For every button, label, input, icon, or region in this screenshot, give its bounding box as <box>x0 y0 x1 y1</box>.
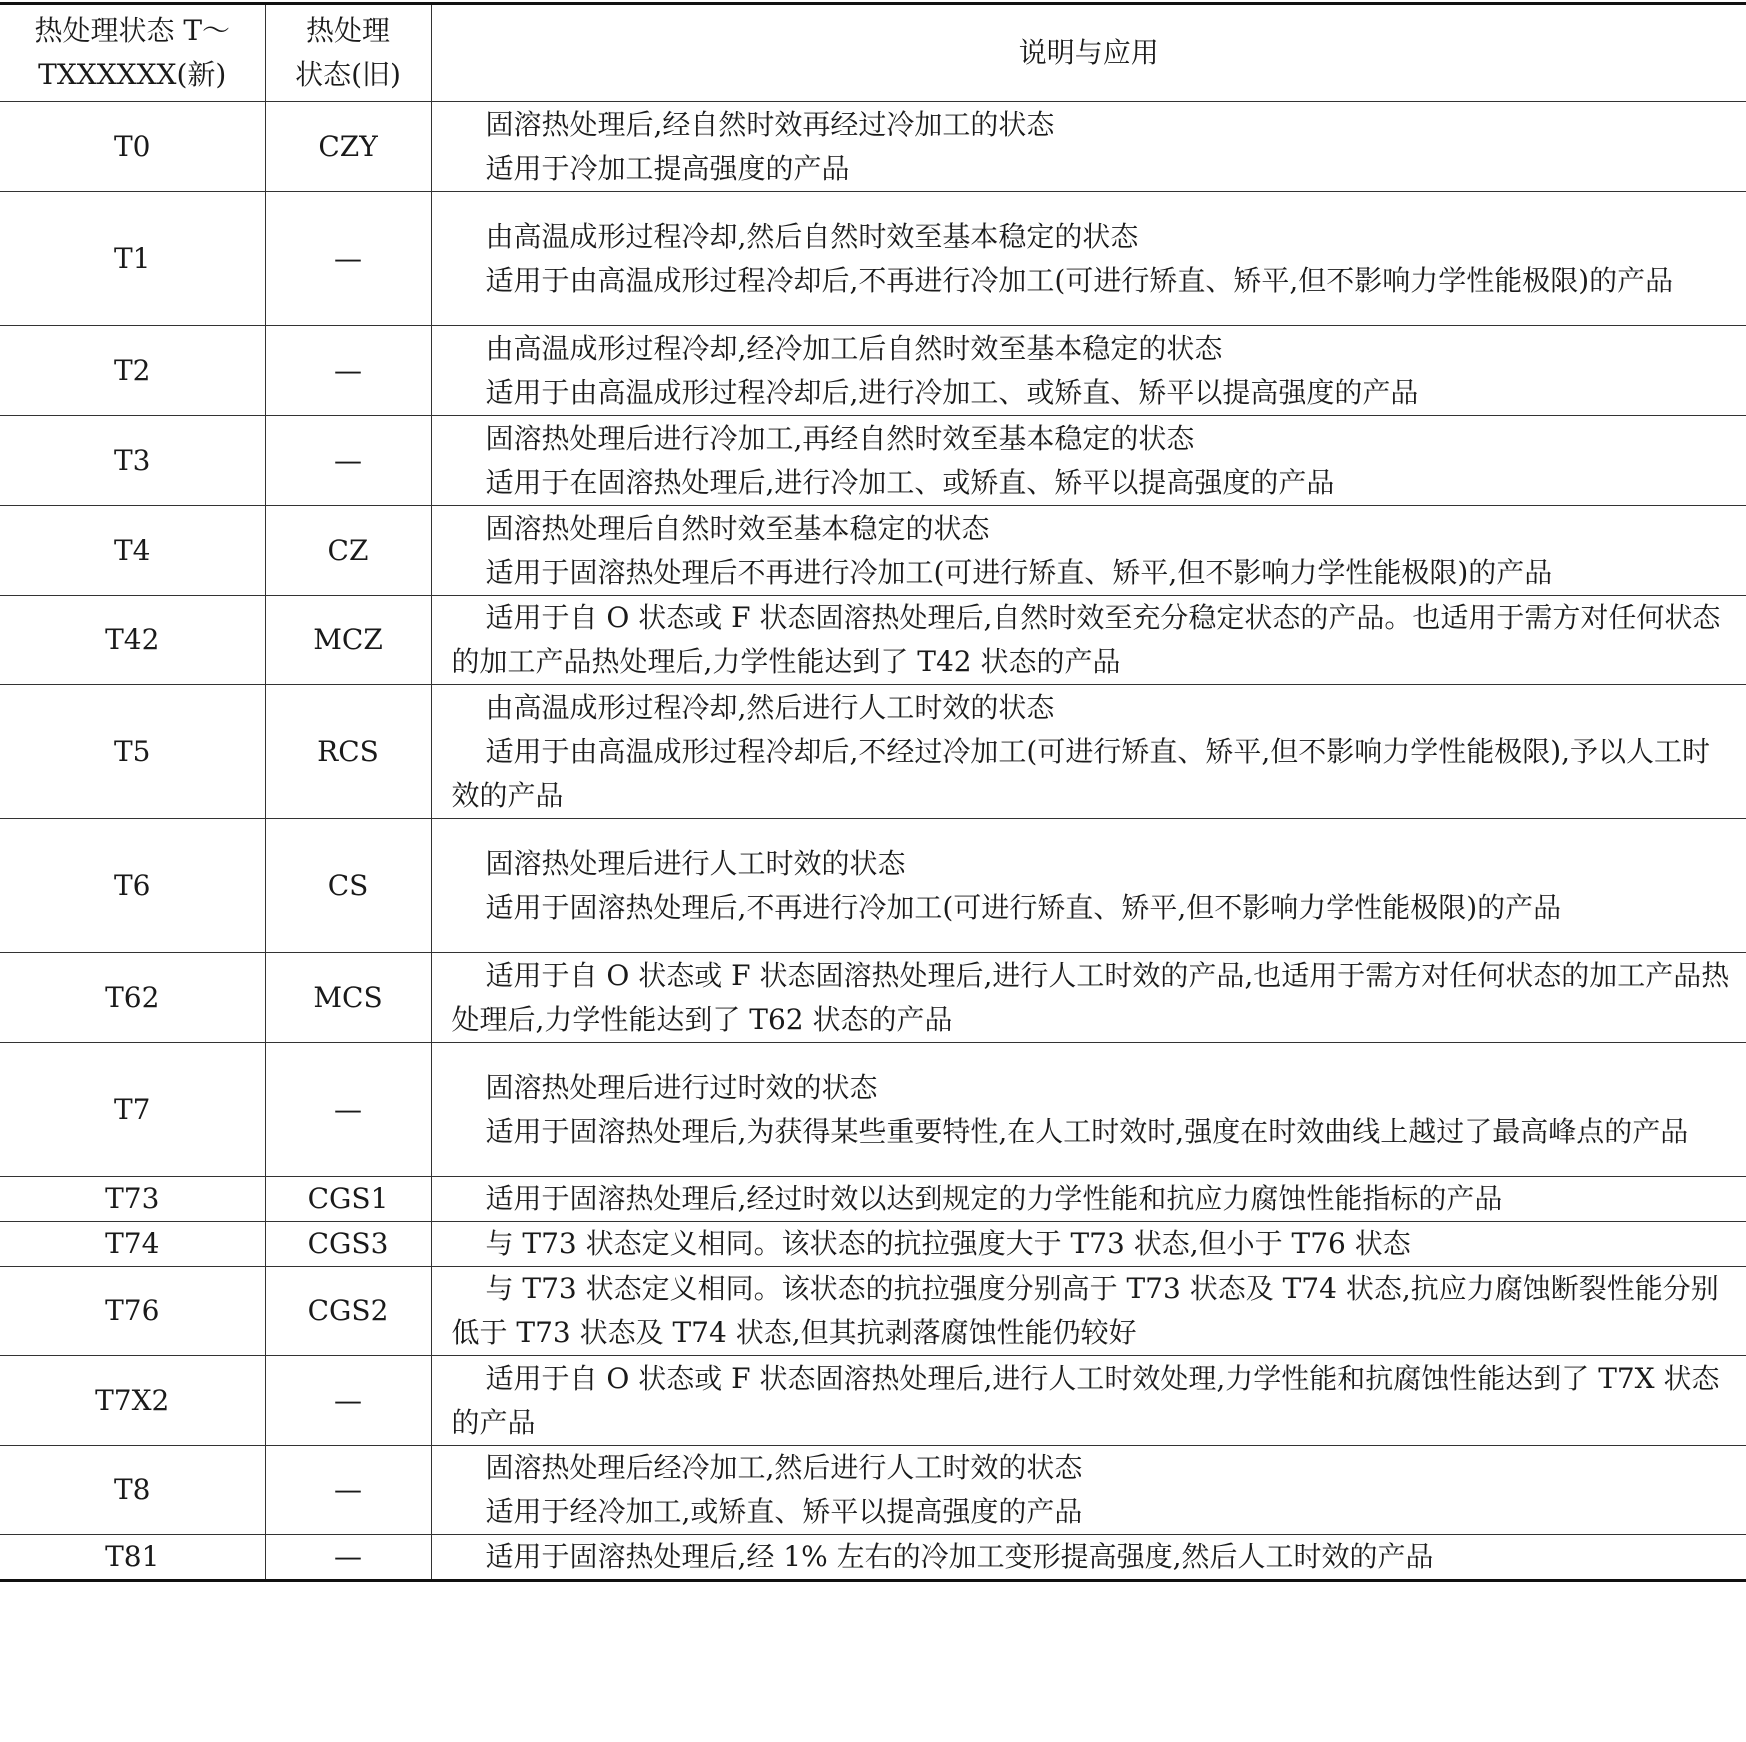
table-row <box>0 1356 1746 1446</box>
heat-treatment-table <box>0 2 1746 1582</box>
cell-new-state: T4 <box>0 506 265 596</box>
description-line: 适用于由高温成形过程冷却后,不经过冷加工(可进行矫直、矫平,但不影响力学性能极限),予以人工时效的产品 <box>451 734 1711 812</box>
cell-description <box>431 819 1746 953</box>
cell-old-state: RCS <box>265 685 431 819</box>
description-line: 由高温成形过程冷却,然后自然时效至基本稳定的状态 <box>485 219 1139 253</box>
table-body <box>0 102 1746 1581</box>
description-line: 固溶热处理后自然时效至基本稳定的状态 <box>485 511 990 545</box>
description-line: 固溶热处理后进行过时效的状态 <box>485 1070 878 1104</box>
cell-new-state: T7 <box>0 1043 265 1177</box>
description-line: 与 T73 状态定义相同。该状态的抗拉强度大于 T73 状态,但小于 T76 状态 <box>485 1227 1411 1260</box>
table-row <box>0 953 1746 1043</box>
cell-old-state: — <box>265 416 431 506</box>
cell-new-state: T42 <box>0 596 265 685</box>
cell-description <box>431 1535 1746 1581</box>
cell-new-state: T5 <box>0 685 265 819</box>
cell-description <box>431 506 1746 596</box>
description-line: 适用于在固溶热处理后,进行冷加工、或矫直、矫平以提高强度的产品 <box>485 465 1335 499</box>
cell-new-state: T1 <box>0 192 265 326</box>
description-line: 适用于固溶热处理后,不再进行冷加工(可进行矫直、矫平,但不影响力学性能极限)的产品 <box>485 890 1562 924</box>
cell-description <box>431 1267 1746 1356</box>
cell-description <box>431 326 1746 416</box>
cell-old-state: — <box>265 1446 431 1535</box>
table-row <box>0 685 1746 819</box>
description-line: 适用于由高温成形过程冷却后,不再进行冷加工(可进行矫直、矫平,但不影响力学性能极限)的产品 <box>485 263 1674 297</box>
cell-old-state: — <box>265 326 431 416</box>
cell-old-state: MCZ <box>265 596 431 685</box>
cell-description <box>431 1356 1746 1446</box>
cell-old-state: — <box>265 1535 431 1581</box>
table-row <box>0 506 1746 596</box>
cell-new-state: T74 <box>0 1222 265 1267</box>
cell-new-state: T2 <box>0 326 265 416</box>
description-line: 固溶热处理后经冷加工,然后进行人工时效的状态 <box>485 1451 1083 1484</box>
header-new-state-line2: TXXXXXX(新) <box>38 58 227 91</box>
cell-old-state: CGS2 <box>265 1267 431 1356</box>
description-line: 固溶热处理后进行人工时效的状态 <box>485 846 906 880</box>
cell-new-state: T73 <box>0 1177 265 1222</box>
cell-old-state: — <box>265 1356 431 1446</box>
cell-new-state: T7X2 <box>0 1356 265 1446</box>
header-old-state <box>265 4 431 102</box>
table-row <box>0 1177 1746 1222</box>
cell-old-state: CZY <box>265 102 431 192</box>
cell-old-state: CZ <box>265 506 431 596</box>
header-old-state-line1: 热处理 <box>305 14 390 47</box>
table-row <box>0 1222 1746 1267</box>
description-line: 适用于冷加工提高强度的产品 <box>485 151 850 185</box>
cell-old-state: CGS1 <box>265 1177 431 1222</box>
description-line: 适用于由高温成形过程冷却后,进行冷加工、或矫直、矫平以提高强度的产品 <box>485 375 1419 409</box>
header-new-state <box>0 4 265 102</box>
cell-old-state: CGS3 <box>265 1222 431 1267</box>
table-row <box>0 326 1746 416</box>
cell-old-state: — <box>265 1043 431 1177</box>
cell-description <box>431 1222 1746 1267</box>
cell-description <box>431 685 1746 819</box>
description-line: 适用于固溶热处理后,为获得某些重要特性,在人工时效时,强度在时效曲线上越过了最高峰点的产品 <box>485 1114 1689 1148</box>
cell-new-state: T3 <box>0 416 265 506</box>
description-line: 适用于自 O 状态或 F 状态固溶热处理后,进行人工时效的产品,也适用于需方对任何状态的加工产品热处理后,力学性能达到了 T62 状态的产品 <box>451 958 1730 1036</box>
table-row <box>0 102 1746 192</box>
table-row <box>0 1267 1746 1356</box>
description-line: 适用于经冷加工,或矫直、矫平以提高强度的产品 <box>485 1495 1083 1528</box>
cell-description <box>431 416 1746 506</box>
header-new-state-line1: 热处理状态 T～ <box>34 14 231 47</box>
cell-old-state: MCS <box>265 953 431 1043</box>
table-row <box>0 1535 1746 1581</box>
header-old-state-line2: 状态(旧) <box>295 58 401 91</box>
description-line: 与 T73 状态定义相同。该状态的抗拉强度分别高于 T73 状态及 T74 状态,抗应力腐蚀断裂性能分别低于 T73 状态及 T74 状态,但其抗剥落腐蚀性能仍较好 <box>451 1272 1719 1349</box>
cell-description <box>431 192 1746 326</box>
cell-new-state: T0 <box>0 102 265 192</box>
description-line: 适用于自 O 状态或 F 状态固溶热处理后,进行人工时效处理,力学性能和抗腐蚀性能达到了 T7X 状态的产品 <box>451 1361 1720 1439</box>
cell-new-state: T6 <box>0 819 265 953</box>
table-row <box>0 819 1746 953</box>
description-line: 适用于固溶热处理后,经 1% 左右的冷加工变形提高强度,然后人工时效的产品 <box>485 1540 1434 1573</box>
cell-description <box>431 596 1746 685</box>
cell-old-state: — <box>265 192 431 326</box>
cell-description <box>431 102 1746 192</box>
table-row <box>0 416 1746 506</box>
cell-new-state: T76 <box>0 1267 265 1356</box>
description-line: 固溶热处理后,经自然时效再经过冷加工的状态 <box>485 107 1055 141</box>
description-line: 适用于固溶热处理后,经过时效以达到规定的力学性能和抗应力腐蚀性能指标的产品 <box>485 1182 1503 1215</box>
description-line: 适用于自 O 状态或 F 状态固溶热处理后,自然时效至充分稳定状态的产品。也适用于需方对任何状态的加工产品热处理后,力学性能达到了 T42 状态的产品 <box>451 601 1721 678</box>
cell-old-state: CS <box>265 819 431 953</box>
cell-new-state: T81 <box>0 1535 265 1581</box>
cell-new-state: T62 <box>0 953 265 1043</box>
description-line: 由高温成形过程冷却,经冷加工后自然时效至基本稳定的状态 <box>485 331 1223 365</box>
table-row <box>0 596 1746 685</box>
table-header-row <box>0 4 1746 102</box>
description-line: 由高温成形过程冷却,然后进行人工时效的状态 <box>485 690 1055 724</box>
description-line: 适用于固溶热处理后不再进行冷加工(可进行矫直、矫平,但不影响力学性能极限)的产品 <box>485 555 1553 589</box>
header-description: 说明与应用 <box>431 4 1746 102</box>
cell-description <box>431 1177 1746 1222</box>
table-row <box>0 192 1746 326</box>
table-row <box>0 1446 1746 1535</box>
description-line: 固溶热处理后进行冷加工,再经自然时效至基本稳定的状态 <box>485 421 1195 455</box>
table-row <box>0 1043 1746 1177</box>
cell-description <box>431 1043 1746 1177</box>
cell-description <box>431 1446 1746 1535</box>
cell-description <box>431 953 1746 1043</box>
cell-new-state: T8 <box>0 1446 265 1535</box>
